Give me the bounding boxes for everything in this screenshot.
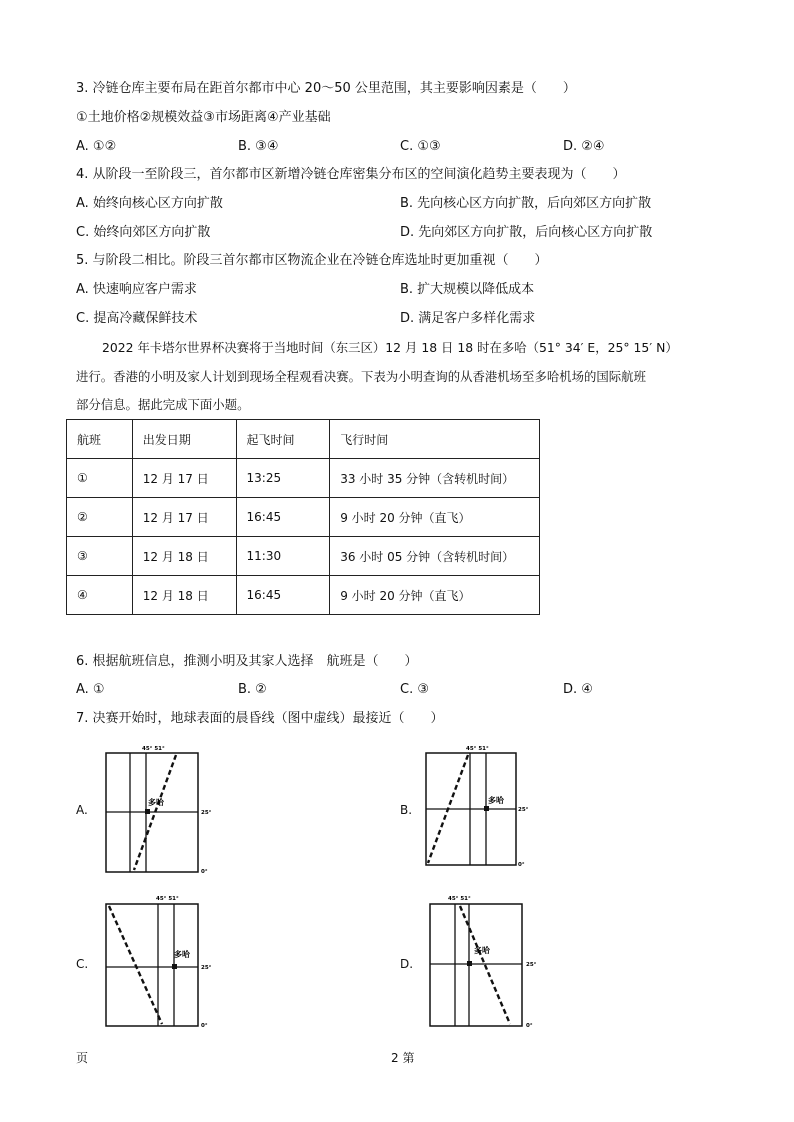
table-cell: ④ — [67, 576, 133, 615]
figure-c-lat-label: 25° — [201, 965, 212, 971]
flight-table — [66, 419, 540, 615]
question-6-option-c[interactable]: C. ③ — [400, 682, 429, 697]
figure-a-longitude-label: 45° 51° — [142, 746, 165, 752]
figure-d-terminator-map[interactable] — [424, 894, 544, 1030]
question-6-option-b[interactable]: B. ② — [238, 682, 267, 697]
question-5-stem: 5. 与阶段二相比。阶段三首尔都市区物流企业在冷链仓库选址时更加重视（ ） — [76, 253, 548, 268]
passage-line-3: 部分信息。据此完成下面小题。 — [76, 397, 250, 412]
question-6-option-a[interactable]: A. ① — [76, 682, 105, 697]
table-cell: ① — [67, 459, 133, 498]
table-cell: 13:25 — [236, 459, 330, 498]
table-cell: 36 小时 05 分钟（含转机时间） — [330, 537, 540, 576]
figure-d-label[interactable]: D. — [400, 957, 414, 971]
table-header-cell: 飞行时间 — [330, 420, 540, 459]
figure-a-lat-label: 25° — [201, 810, 212, 816]
figure-c-equator-label: 0° — [201, 1023, 208, 1029]
table-cell: 12 月 17 日 — [132, 498, 236, 537]
figure-c-longitude-label: 45° 51° — [156, 896, 179, 902]
figure-c-terminator-map[interactable] — [98, 894, 218, 1030]
footer-page-suffix: 页 — [76, 1051, 89, 1065]
table-header-cell: 出发日期 — [132, 420, 236, 459]
figure-b-label[interactable]: B. — [400, 803, 413, 817]
table-header-cell: 起飞时间 — [236, 420, 330, 459]
table-row — [67, 576, 540, 615]
question-4-stem: 4. 从阶段一至阶段三，首尔都市区新增冷链仓库密集分布区的空间演化趋势主要表现为（ ） — [76, 167, 626, 182]
question-4-option-a[interactable]: A. 始终向核心区方向扩散 — [76, 196, 223, 211]
figure-d-equator-label: 0° — [526, 1023, 533, 1029]
figure-b-longitude-label: 45° 51° — [466, 746, 489, 752]
table-cell: 9 小时 20 分钟（直飞） — [330, 576, 540, 615]
table-cell: ② — [67, 498, 133, 537]
figure-a-doha-label: 多哈 — [148, 798, 164, 807]
table-cell: 12 月 17 日 — [132, 459, 236, 498]
figure-a-equator-label: 0° — [201, 869, 208, 875]
figure-d-doha-label: 多哈 — [474, 946, 490, 955]
figure-d-lat-label: 25° — [526, 962, 537, 968]
passage-line-2: 进行。香港的小明及家人计划到现场全程观看决赛。下表为小明查询的从香港机场至多哈机场的国际航班 — [76, 369, 646, 384]
question-5-option-a[interactable]: A. 快速响应客户需求 — [76, 282, 197, 297]
question-3-option-a[interactable]: A. ①② — [76, 139, 117, 154]
figure-b-doha-label: 多哈 — [488, 796, 504, 805]
figure-a-label[interactable]: A. — [76, 803, 88, 817]
table-row — [67, 537, 540, 576]
figure-d-frame — [430, 904, 522, 1026]
figure-c-frame — [106, 904, 198, 1026]
question-5-option-c[interactable]: C. 提高冷藏保鲜技术 — [76, 311, 198, 326]
footer-page-number: 2 第 — [391, 1051, 415, 1065]
table-cell: 16:45 — [236, 576, 330, 615]
question-3-factors: ①土地价格②规模效益③市场距离④产业基础 — [76, 110, 331, 125]
figure-c-doha-marker — [172, 964, 177, 969]
figure-a-terminator-map[interactable] — [98, 744, 218, 876]
table-cell: 12 月 18 日 — [132, 576, 236, 615]
figure-c-terminator-line — [109, 906, 162, 1024]
question-4-option-d[interactable]: D. 先向郊区方向扩散，后向核心区方向扩散 — [400, 225, 653, 240]
figure-c-doha-label: 多哈 — [174, 950, 190, 959]
question-3-option-b[interactable]: B. ③④ — [238, 139, 279, 154]
table-row — [67, 459, 540, 498]
question-6-option-d[interactable]: D. ④ — [563, 682, 593, 697]
question-3-stem: 3. 冷链仓库主要布局在距首尔都市中心 20～50 公里范围，其主要影响因素是（ ） — [76, 81, 576, 96]
table-cell: 11:30 — [236, 537, 330, 576]
table-cell: ③ — [67, 537, 133, 576]
table-cell: 12 月 18 日 — [132, 537, 236, 576]
figure-b-doha-marker — [484, 806, 489, 811]
question-5-option-b[interactable]: B. 扩大规模以降低成本 — [400, 282, 535, 297]
question-5-option-d[interactable]: D. 满足客户多样化需求 — [400, 311, 536, 326]
figure-d-longitude-label: 45° 51° — [448, 896, 471, 902]
figure-b-terminator-map[interactable] — [420, 744, 540, 876]
figure-c-label[interactable]: C. — [76, 957, 89, 971]
passage-line-1: 2022 年卡塔尔世界杯决赛将于当地时间（东三区）12 月 18 日 18 时在多哈（51° 34′ E，25° 15′ N） — [102, 340, 678, 355]
table-cell: 16:45 — [236, 498, 330, 537]
question-4-option-c[interactable]: C. 始终向郊区方向扩散 — [76, 225, 211, 240]
table-row — [67, 498, 540, 537]
question-4-option-b[interactable]: B. 先向核心区方向扩散，后向郊区方向扩散 — [400, 196, 652, 211]
question-3-option-d[interactable]: D. ②④ — [563, 139, 605, 154]
figure-b-lat-label: 25° — [518, 807, 529, 813]
question-3-option-c[interactable]: C. ①③ — [400, 139, 441, 154]
question-7-stem: 7. 决赛开始时，地球表面的晨昏线（图中虚线）最接近（ ） — [76, 711, 444, 726]
figure-b-equator-label: 0° — [518, 862, 525, 868]
table-header-cell: 航班 — [67, 420, 133, 459]
question-6-stem: 6. 根据航班信息，推测小明及其家人选择 航班是（ ） — [76, 654, 418, 669]
figure-a-doha-marker — [145, 809, 150, 814]
table-cell: 9 小时 20 分钟（直飞） — [330, 498, 540, 537]
table-header-row — [67, 420, 540, 459]
figure-d-doha-marker — [467, 961, 472, 966]
table-cell: 33 小时 35 分钟（含转机时间） — [330, 459, 540, 498]
